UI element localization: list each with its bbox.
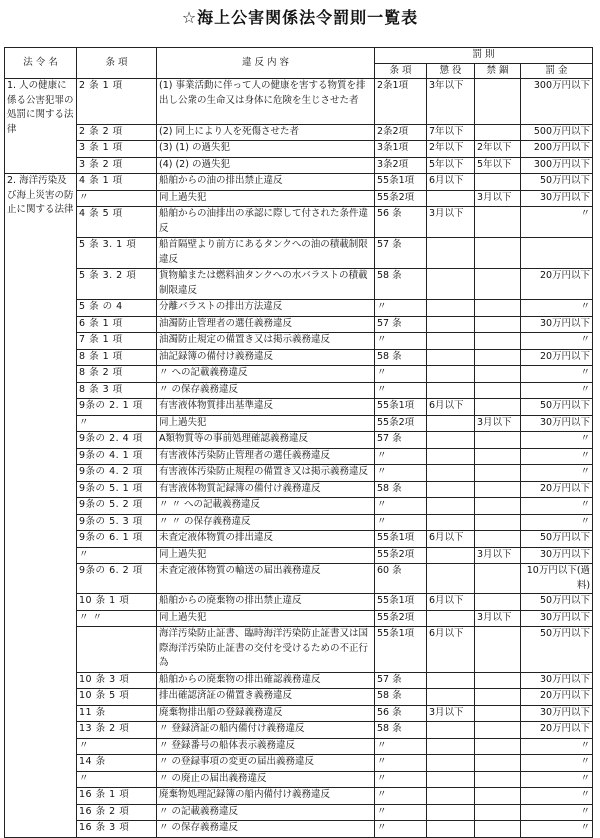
table-row bbox=[5, 610, 593, 627]
violation-cell: 油記録簿の備付け義務違反 bbox=[157, 349, 375, 366]
table-row bbox=[5, 207, 593, 238]
article-cell: 16 条 1 項 bbox=[77, 788, 157, 805]
prison-cell: 3年以下 bbox=[427, 79, 475, 125]
penalty-article-cell: 55条2項 bbox=[375, 610, 427, 627]
violation-cell: 有害液体汚染防止規程の備置き又は掲示義務違反 bbox=[157, 465, 375, 482]
prison-cell bbox=[427, 349, 475, 366]
article-cell: 13 条 2 項 bbox=[77, 722, 157, 739]
violation-cell: 〃 登録番号の船体表示義務違反 bbox=[157, 738, 375, 755]
fine-cell: 〃 bbox=[521, 771, 593, 788]
fine-cell: 〃 bbox=[521, 300, 593, 317]
table-row bbox=[5, 124, 593, 141]
fine-cell: 〃 bbox=[521, 333, 593, 350]
penalty-article-cell: 55条2項 bbox=[375, 190, 427, 207]
prison-cell bbox=[427, 366, 475, 383]
fine-cell: 500万円以下 bbox=[521, 124, 593, 141]
fine-cell: 〃 bbox=[521, 821, 593, 838]
article-cell: 8 条 2 項 bbox=[77, 366, 157, 383]
table-row bbox=[5, 366, 593, 383]
header-confinement: 禁 錮 bbox=[475, 63, 521, 79]
confinement-cell: 3月以下 bbox=[475, 610, 521, 627]
fine-cell: 30万円以下 bbox=[521, 547, 593, 564]
penalty-article-cell: 55条2項 bbox=[375, 547, 427, 564]
prison-cell: 2年以下 bbox=[427, 141, 475, 158]
penalty-article-cell: 60 条 bbox=[375, 564, 427, 594]
table-row bbox=[5, 141, 593, 158]
fine-cell: 〃 bbox=[521, 448, 593, 465]
table-row bbox=[5, 705, 593, 722]
penalty-article-cell: 〃 bbox=[375, 804, 427, 821]
prison-cell bbox=[427, 269, 475, 300]
confinement-cell bbox=[475, 672, 521, 689]
fine-cell: 〃 bbox=[521, 366, 593, 383]
violation-cell: 分離バラストの排出方法違反 bbox=[157, 300, 375, 317]
prison-cell bbox=[427, 333, 475, 350]
table-row bbox=[5, 333, 593, 350]
confinement-cell: 3月以下 bbox=[475, 190, 521, 207]
penalty-article-cell: 55条1項 bbox=[375, 531, 427, 548]
article-cell bbox=[77, 627, 157, 673]
confinement-cell bbox=[475, 333, 521, 350]
fine-cell: 30万円以下 bbox=[521, 415, 593, 432]
penalty-article-cell: 58 条 bbox=[375, 722, 427, 739]
article-cell: 4 条 1 項 bbox=[77, 174, 157, 191]
violation-cell: 〃 〃 への記載義務違反 bbox=[157, 498, 375, 515]
article-cell: 5 条 の 4 bbox=[77, 300, 157, 317]
article-cell: 11 条 bbox=[77, 705, 157, 722]
article-cell: 7 条 1 項 bbox=[77, 333, 157, 350]
article-cell: 〃 bbox=[77, 771, 157, 788]
fine-cell: 30万円以下 bbox=[521, 610, 593, 627]
prison-cell bbox=[427, 738, 475, 755]
violation-cell: (4) (2) の過失犯 bbox=[157, 157, 375, 174]
violation-cell: 〃 への記載義務違反 bbox=[157, 366, 375, 383]
violation-cell: 船舶からの廃棄物の排出禁止違反 bbox=[157, 594, 375, 611]
article-cell: 9条の 5. 3 項 bbox=[77, 514, 157, 531]
violation-cell: 同上過失犯 bbox=[157, 415, 375, 432]
penalty-article-cell: 58 条 bbox=[375, 269, 427, 300]
fine-cell: 〃 bbox=[521, 755, 593, 772]
table-row bbox=[5, 804, 593, 821]
table-row bbox=[5, 514, 593, 531]
violation-cell: 廃棄物処理記録簿の船内備付け義務違反 bbox=[157, 788, 375, 805]
confinement-cell bbox=[475, 705, 521, 722]
confinement-cell bbox=[475, 300, 521, 317]
article-cell: 9条の 2. 1 項 bbox=[77, 399, 157, 416]
table-row bbox=[5, 174, 593, 191]
article-cell: 〃 bbox=[77, 190, 157, 207]
table-row bbox=[5, 238, 593, 269]
page-title: ☆海上公害関係法令罰則一覧表 bbox=[181, 8, 419, 27]
table-row bbox=[5, 415, 593, 432]
violation-cell: 船舶からの廃棄物の排出確認義務違反 bbox=[157, 672, 375, 689]
article-cell: 10 条 5 項 bbox=[77, 689, 157, 706]
table-row bbox=[5, 349, 593, 366]
prison-cell bbox=[427, 547, 475, 564]
fine-cell: 20万円以下 bbox=[521, 689, 593, 706]
violation-cell: 未査定液体物質の排出違反 bbox=[157, 531, 375, 548]
confinement-cell bbox=[475, 481, 521, 498]
confinement-cell bbox=[475, 349, 521, 366]
prison-cell bbox=[427, 689, 475, 706]
table-row bbox=[5, 399, 593, 416]
table-row bbox=[5, 755, 593, 772]
header-penalty: 罰 則 bbox=[375, 48, 593, 64]
violation-cell: 船舶からの油の排出禁止違反 bbox=[157, 174, 375, 191]
table-row bbox=[5, 432, 593, 449]
violation-cell: 〃 登録済証の船内備付け義務違反 bbox=[157, 722, 375, 739]
violation-cell: 貨物艙または燃料油タンクへの水バラストの積載制限違反 bbox=[157, 269, 375, 300]
penalty-article-cell: 〃 bbox=[375, 333, 427, 350]
prison-cell bbox=[427, 514, 475, 531]
penalty-article-cell: 56 条 bbox=[375, 207, 427, 238]
confinement-cell bbox=[475, 771, 521, 788]
article-cell: 9条の 2. 4 項 bbox=[77, 432, 157, 449]
prison-cell bbox=[427, 382, 475, 399]
header-penalty-article: 条 項 bbox=[375, 63, 427, 79]
prison-cell bbox=[427, 465, 475, 482]
article-cell: 10 条 1 項 bbox=[77, 594, 157, 611]
confinement-cell bbox=[475, 124, 521, 141]
violation-cell: 油濁防止管理者の選任義務違反 bbox=[157, 316, 375, 333]
fine-cell: 200万円以下 bbox=[521, 141, 593, 158]
article-cell: 〃 〃 bbox=[77, 610, 157, 627]
violation-cell: 船舶からの油排出の承認に際して付された条件違反 bbox=[157, 207, 375, 238]
fine-cell: 〃 bbox=[521, 432, 593, 449]
article-cell: 16 条 2 項 bbox=[77, 804, 157, 821]
penalty-article-cell: 57 条 bbox=[375, 432, 427, 449]
violation-cell: (3) (1) の過失犯 bbox=[157, 141, 375, 158]
penalty-table bbox=[4, 47, 593, 838]
penalty-article-cell: 〃 bbox=[375, 498, 427, 515]
prison-cell: 5年以下 bbox=[427, 157, 475, 174]
prison-cell bbox=[427, 448, 475, 465]
article-cell: 9条の 5. 1 項 bbox=[77, 481, 157, 498]
penalty-article-cell: 55条1項 bbox=[375, 399, 427, 416]
table-row bbox=[5, 564, 593, 594]
violation-cell: A類物質等の事前処理確認義務違反 bbox=[157, 432, 375, 449]
confinement-cell bbox=[475, 448, 521, 465]
prison-cell bbox=[427, 755, 475, 772]
penalty-article-cell: 〃 bbox=[375, 465, 427, 482]
violation-cell: 〃 〃 の保存義務違反 bbox=[157, 514, 375, 531]
prison-cell bbox=[427, 481, 475, 498]
penalty-article-cell: 57 条 bbox=[375, 238, 427, 269]
fine-cell: 50万円以下 bbox=[521, 594, 593, 611]
article-cell: 〃 bbox=[77, 415, 157, 432]
law-name-2: 2. 海洋汚染及び海上災害の防止に関する法律 bbox=[5, 174, 77, 838]
law-name-1: 1. 人の健康に係る公害犯罪の処罰に関する法律 bbox=[5, 79, 77, 174]
penalty-article-cell: 〃 bbox=[375, 448, 427, 465]
table-row bbox=[5, 771, 593, 788]
prison-cell bbox=[427, 316, 475, 333]
confinement-cell bbox=[475, 627, 521, 673]
fine-cell bbox=[521, 238, 593, 269]
table-row bbox=[5, 300, 593, 317]
violation-cell: 未査定液体物質の輸送の届出義務違反 bbox=[157, 564, 375, 594]
penalty-article-cell: 〃 bbox=[375, 821, 427, 838]
confinement-cell bbox=[475, 382, 521, 399]
prison-cell: 6月以下 bbox=[427, 399, 475, 416]
penalty-article-cell: 〃 bbox=[375, 738, 427, 755]
article-cell: 2 条 1 項 bbox=[77, 79, 157, 125]
prison-cell bbox=[427, 190, 475, 207]
table-row bbox=[5, 547, 593, 564]
violation-cell: 〃 の登録事項の変更の届出義務違反 bbox=[157, 755, 375, 772]
prison-cell bbox=[427, 564, 475, 594]
confinement-cell bbox=[475, 594, 521, 611]
confinement-cell bbox=[475, 689, 521, 706]
article-cell: 3 条 2 項 bbox=[77, 157, 157, 174]
table-row bbox=[5, 722, 593, 739]
prison-cell bbox=[427, 821, 475, 838]
fine-cell: 20万円以下 bbox=[521, 722, 593, 739]
violation-cell: 〃 の廃止の届出義務違反 bbox=[157, 771, 375, 788]
fine-cell: 〃 bbox=[521, 788, 593, 805]
table-row bbox=[5, 788, 593, 805]
prison-cell bbox=[427, 672, 475, 689]
article-cell: 8 条 3 項 bbox=[77, 382, 157, 399]
violation-cell: 〃 の保存義務違反 bbox=[157, 821, 375, 838]
confinement-cell bbox=[475, 238, 521, 269]
table-row bbox=[5, 465, 593, 482]
article-cell: 9条の 5. 2 項 bbox=[77, 498, 157, 515]
prison-cell bbox=[427, 415, 475, 432]
confinement-cell: 5年以下 bbox=[475, 157, 521, 174]
article-cell: 2 条 2 項 bbox=[77, 124, 157, 141]
table-row bbox=[5, 157, 593, 174]
confinement-cell bbox=[475, 738, 521, 755]
penalty-article-cell: 〃 bbox=[375, 300, 427, 317]
prison-cell: 6月以下 bbox=[427, 594, 475, 611]
violation-cell: 有害液体物質排出基準違反 bbox=[157, 399, 375, 416]
penalty-article-cell: 〃 bbox=[375, 382, 427, 399]
violation-cell: 有害液体汚染防止管理者の選任義務違反 bbox=[157, 448, 375, 465]
article-cell: 5 条 3. 2 項 bbox=[77, 269, 157, 300]
fine-cell: 300万円以下 bbox=[521, 157, 593, 174]
article-cell: 9条の 4. 1 項 bbox=[77, 448, 157, 465]
violation-cell: (1) 事業活動に伴って人の健康を害する物質を排出し公衆の生命又は身体に危険を生じさせた者 bbox=[157, 79, 375, 125]
confinement-cell bbox=[475, 498, 521, 515]
confinement-cell bbox=[475, 269, 521, 300]
fine-cell: 50万円以下 bbox=[521, 174, 593, 191]
confinement-cell bbox=[475, 366, 521, 383]
confinement-cell bbox=[475, 465, 521, 482]
penalty-article-cell: 2条2項 bbox=[375, 124, 427, 141]
article-cell: 9条の 6. 2 項 bbox=[77, 564, 157, 594]
table-row bbox=[5, 594, 593, 611]
fine-cell: 〃 bbox=[521, 382, 593, 399]
confinement-cell bbox=[475, 316, 521, 333]
confinement-cell bbox=[475, 207, 521, 238]
prison-cell: 6月以下 bbox=[427, 627, 475, 673]
article-cell: 14 条 bbox=[77, 755, 157, 772]
prison-cell bbox=[427, 804, 475, 821]
prison-cell bbox=[427, 432, 475, 449]
fine-cell: 300万円以下 bbox=[521, 79, 593, 125]
penalty-article-cell: 55条2項 bbox=[375, 415, 427, 432]
penalty-article-cell: 57 条 bbox=[375, 316, 427, 333]
table-row bbox=[5, 627, 593, 673]
fine-cell: 30万円以下 bbox=[521, 672, 593, 689]
prison-cell bbox=[427, 300, 475, 317]
article-cell: 3 条 1 項 bbox=[77, 141, 157, 158]
table-body bbox=[5, 79, 593, 838]
penalty-article-cell: 2条1項 bbox=[375, 79, 427, 125]
header-fine: 罰 金 bbox=[521, 63, 593, 79]
table-row bbox=[5, 448, 593, 465]
violation-cell: 廃棄物排出船の登録義務違反 bbox=[157, 705, 375, 722]
confinement-cell bbox=[475, 531, 521, 548]
penalty-article-cell: 57 条 bbox=[375, 672, 427, 689]
violation-cell: 同上過失犯 bbox=[157, 190, 375, 207]
article-cell: 〃 bbox=[77, 738, 157, 755]
article-cell: 10 条 3 項 bbox=[77, 672, 157, 689]
prison-cell bbox=[427, 238, 475, 269]
confinement-cell bbox=[475, 564, 521, 594]
header-article: 条 項 bbox=[77, 48, 157, 79]
penalty-article-cell: 〃 bbox=[375, 755, 427, 772]
confinement-cell bbox=[475, 514, 521, 531]
table-row bbox=[5, 481, 593, 498]
penalty-article-cell: 〃 bbox=[375, 771, 427, 788]
table-row bbox=[5, 498, 593, 515]
penalty-article-cell: 〃 bbox=[375, 366, 427, 383]
table-row bbox=[5, 531, 593, 548]
confinement-cell bbox=[475, 788, 521, 805]
prison-cell: 6月以下 bbox=[427, 531, 475, 548]
prison-cell bbox=[427, 771, 475, 788]
header-law: 法 令 名 bbox=[5, 48, 77, 79]
article-cell: 6 条 1 項 bbox=[77, 316, 157, 333]
fine-cell: 20万円以下 bbox=[521, 269, 593, 300]
confinement-cell bbox=[475, 804, 521, 821]
confinement-cell bbox=[475, 174, 521, 191]
violation-cell: 油濁防止規定の備置き又は掲示義務違反 bbox=[157, 333, 375, 350]
violation-cell: 海洋汚染防止証書、臨時海洋汚染防止証書又は国際海洋汚染防止証書の交付を受けるための不正行為 bbox=[157, 627, 375, 673]
table-row bbox=[5, 316, 593, 333]
confinement-cell bbox=[475, 399, 521, 416]
article-cell: 16 条 3 項 bbox=[77, 821, 157, 838]
prison-cell bbox=[427, 722, 475, 739]
prison-cell bbox=[427, 788, 475, 805]
violation-cell: 有害液体物質記録簿の備付け義務違反 bbox=[157, 481, 375, 498]
prison-cell bbox=[427, 610, 475, 627]
penalty-article-cell: 58 条 bbox=[375, 349, 427, 366]
violation-cell: 同上過失犯 bbox=[157, 547, 375, 564]
penalty-article-cell: 55条1項 bbox=[375, 174, 427, 191]
article-cell: 9条の 6. 1 項 bbox=[77, 531, 157, 548]
violation-cell: 〃 の保存義務違反 bbox=[157, 382, 375, 399]
fine-cell: 30万円以下 bbox=[521, 705, 593, 722]
fine-cell: 〃 bbox=[521, 465, 593, 482]
confinement-cell bbox=[475, 79, 521, 125]
fine-cell: 10万円以下(過料) bbox=[521, 564, 593, 594]
table-row bbox=[5, 689, 593, 706]
penalty-article-cell: 55条1項 bbox=[375, 627, 427, 673]
penalty-article-cell: 3条1項 bbox=[375, 141, 427, 158]
violation-cell: 排出確認済証の備置き義務違反 bbox=[157, 689, 375, 706]
violation-cell: 船首隔壁より前方にあるタンクへの油の積載制限違反 bbox=[157, 238, 375, 269]
penalty-article-cell: 56 条 bbox=[375, 705, 427, 722]
penalty-article-cell: 〃 bbox=[375, 788, 427, 805]
confinement-cell bbox=[475, 821, 521, 838]
confinement-cell bbox=[475, 432, 521, 449]
fine-cell: 30万円以下 bbox=[521, 190, 593, 207]
confinement-cell bbox=[475, 755, 521, 772]
table-row bbox=[5, 190, 593, 207]
fine-cell: 50万円以下 bbox=[521, 399, 593, 416]
confinement-cell: 2年以下 bbox=[475, 141, 521, 158]
fine-cell: 〃 bbox=[521, 498, 593, 515]
table-row bbox=[5, 672, 593, 689]
article-cell: 5 条 3. 1 項 bbox=[77, 238, 157, 269]
table-row bbox=[5, 821, 593, 838]
table-row bbox=[5, 738, 593, 755]
article-cell: 8 条 1 項 bbox=[77, 349, 157, 366]
fine-cell: 〃 bbox=[521, 804, 593, 821]
fine-cell: 50万円以下 bbox=[521, 627, 593, 673]
penalty-article-cell: 58 条 bbox=[375, 689, 427, 706]
penalty-article-cell: 3条2項 bbox=[375, 157, 427, 174]
penalty-article-cell: 58 条 bbox=[375, 481, 427, 498]
prison-cell: 6月以下 bbox=[427, 174, 475, 191]
article-cell: 〃 bbox=[77, 547, 157, 564]
confinement-cell: 3月以下 bbox=[475, 547, 521, 564]
violation-cell: 同上過失犯 bbox=[157, 610, 375, 627]
prison-cell: 7年以下 bbox=[427, 124, 475, 141]
table-row bbox=[5, 79, 593, 125]
table-row bbox=[5, 269, 593, 300]
penalty-article-cell: 55条1項 bbox=[375, 594, 427, 611]
article-cell: 4 条 5 項 bbox=[77, 207, 157, 238]
fine-cell: 20万円以下 bbox=[521, 481, 593, 498]
fine-cell: 30万円以下 bbox=[521, 316, 593, 333]
confinement-cell: 3月以下 bbox=[475, 415, 521, 432]
prison-cell: 3月以下 bbox=[427, 705, 475, 722]
prison-cell bbox=[427, 498, 475, 515]
prison-cell: 3月以下 bbox=[427, 207, 475, 238]
article-cell: 9条の 4. 2 項 bbox=[77, 465, 157, 482]
violation-cell: (2) 同上により人を死傷させた者 bbox=[157, 124, 375, 141]
confinement-cell bbox=[475, 722, 521, 739]
fine-cell: 〃 bbox=[521, 738, 593, 755]
table-row bbox=[5, 382, 593, 399]
header-violation: 違 反 内 容 bbox=[157, 48, 375, 79]
header-prison: 懲 役 bbox=[427, 63, 475, 79]
fine-cell: 20万円以下 bbox=[521, 349, 593, 366]
fine-cell: 〃 bbox=[521, 207, 593, 238]
fine-cell: 〃 bbox=[521, 514, 593, 531]
penalty-article-cell: 〃 bbox=[375, 514, 427, 531]
fine-cell: 50万円以下 bbox=[521, 531, 593, 548]
violation-cell: 〃 の記載義務違反 bbox=[157, 804, 375, 821]
